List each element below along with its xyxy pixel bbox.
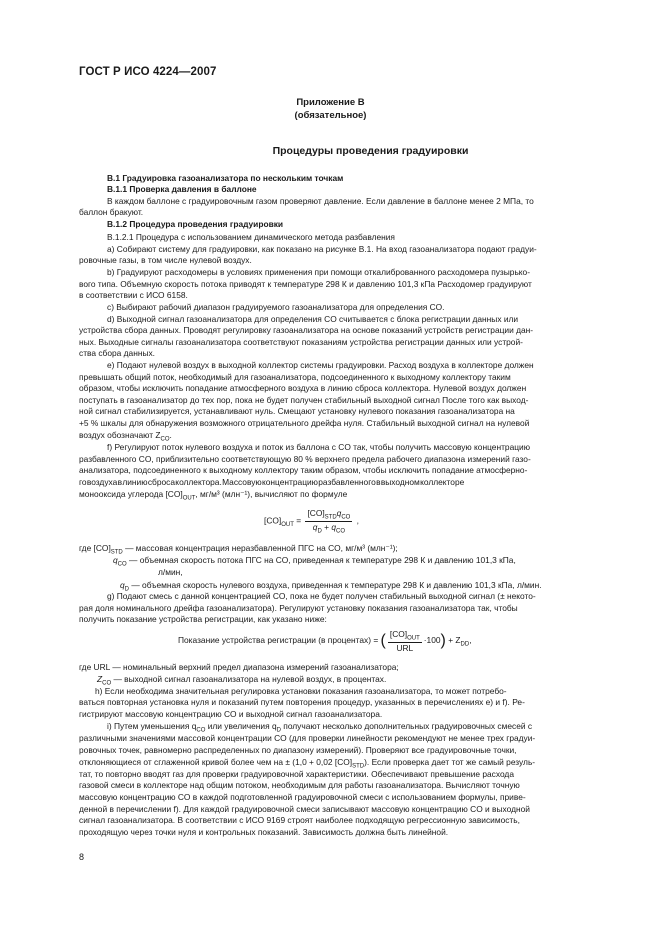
text-line: $q_D$ — объемная скорость нулевого воздуха, приведенная к температуре 298 К и давлению 101,3 кПа, л/мин.	[120, 580, 542, 593]
text-line: различными значениями массовой концентрации CO (для проверки линейности рекомендуют не менее трех градуи-	[79, 733, 536, 743]
text-line: гистрируют массовую концентрацию CO и выходной сигнал газоанализатора.	[79, 709, 383, 719]
text-line: проходящую через точки нуля и контрольных показаний. Зависимость должна быть линейной.	[79, 827, 449, 837]
text-line: В каждом баллоне с градуировочным газом проверяют давление. Если давление в баллоне менее 2 МПа, то	[107, 196, 534, 206]
heading-b1: В.1 Градуировка газоанализатора по нескольким точкам	[107, 173, 344, 183]
text-line: $q_{CO}$ — объемная скорость потока ПГС на CO, приведенная к температуре 298 К и давлению 101,3 кПа,	[113, 555, 516, 568]
section-title: Процедуры проведения градуировки	[272, 145, 469, 157]
text-line: анализатора, подсоединенного к выходному коллектору таким образом, чтобы исключить попадание атмосферно-	[79, 465, 528, 475]
text-line: отклоняющиеся от сглаженной кривой более чем на ± (1,0 + 0,02 $[CO]_{STD}$). Если проверка дает тот же самый резуль-	[79, 757, 536, 770]
text-line: ной сигнал стабилизируется, устанавливают нуль. Смещают установку нулевого показания газоанализатора на	[79, 406, 515, 416]
text-line: рая доля номинального дрейфа газоанализатора). Регулируют установку показания газоанализатора так, чтобы	[79, 603, 518, 613]
text-line: h) Если необходима значительная регулировка установки показания газоанализатора, то может потребо-	[95, 686, 507, 696]
formula-reading: Показание устройства регистрации (в процентах) = ( $\frac{[CO]_{OUT}}{\text{URL}}$ $\cdot 100) + Z_{DD}$,	[178, 629, 472, 653]
page-number: 8	[79, 852, 85, 862]
text-line: а) Собирают систему для градуировки, как показано на рисунке В.1. На вход газоанализатора подают градуи-	[107, 244, 537, 254]
text-line: вого типа. Объемную скорость потока приводят к температуре 298 К и давлению 101,3 кПа Расходомер градуируют	[79, 279, 532, 289]
text-line: баллон бракуют.	[79, 207, 144, 217]
text-line: разбавленного CO, приблизительно соответствующую 80 % верхнего предела рабочего диапазона измерений газо-	[79, 454, 531, 464]
text-line: поступать в газоанализатор до тех пор, пока не будет получен стабильный выходной сигнал После того как выход-	[79, 395, 529, 405]
appendix-status: (обязательное)	[294, 110, 367, 121]
text-line: денной в перечислении f). Для каждой градуировочной смеси записывают массовую концентрацию CO и выходной	[79, 804, 530, 814]
text-line: ства сбора данных.	[79, 348, 155, 358]
document-header: ГОСТ Р ИСО 4224—2007	[79, 66, 217, 78]
text-line: получить показание устройства регистрации, как указано ниже:	[79, 614, 327, 624]
fraction: $\frac{[CO]_{OUT}}{\text{URL}}$	[389, 629, 420, 653]
text-line: превышать общий поток, необходимый для газоанализатора, подсоединенного к выходному коллектору таким	[79, 372, 511, 382]
text-line: образом, чтобы исключить попадание атмосферного воздуха в линию сброса коллектора. Нулевой воздух должен	[79, 383, 527, 393]
text-line: В.1.2.1 Процедура с использованием динамического метода разбавления	[107, 232, 395, 242]
text-line: ровочных точек, равномерно распределенных по диапазону измерений). Проверяют все градуировочные точки,	[79, 745, 517, 755]
text-line: воздух обозначают $Z_{CO}$.	[79, 430, 172, 443]
text-line: d) Выходной сигнал газоанализатора для определения CO считывается с блока регистрации данных или	[107, 314, 519, 324]
text-line: в соответствии с ИСО 6158.	[79, 290, 188, 300]
text-line: i) Путем уменьшения $q_{CO}$ или увеличения $q_D$ получают несколько дополнительных градуировочных смесей с	[107, 721, 533, 734]
text-line: c) Выбирают рабочий диапазон градуируемого газоанализатора для определения CO.	[107, 302, 445, 312]
text-line: ровочные газы, в том числе нулевой воздух.	[79, 255, 252, 265]
text-line: е) Подают нулевой воздух в выходной коллектор системы градуировки. Расход воздуха в коллекторе должен	[107, 360, 534, 370]
text-line: массовую концентрацию CO в каждой подготовленной градуировочной смеси с использованием формулы, приве-	[79, 792, 526, 802]
text-line: b) Градуируют расходомеры в условиях применения при помощи откалиброванного расходомера пузырько-	[107, 267, 531, 277]
text-line: $Z_{CO}$ — выходной сигнал газоанализатора на нулевой воздух, в процентах.	[97, 674, 387, 687]
text-line: л/мин,	[158, 567, 183, 577]
text-line: ваться повторная установка нуля и показаний путем повторения процедур, указанных в перечислениях е) и f). Ре-	[79, 697, 525, 707]
heading-b12: В.1.2 Процедура проведения градуировки	[107, 219, 284, 229]
text-line: газовой смеси в коллекторе над общим потоком, необходимым для работы газоанализатора. Вычисляют точную	[79, 780, 520, 790]
text-line: устройства сбора данных. Проводят регулировку газоанализатора на основе показаний устройств регистрации дан-	[79, 325, 534, 335]
text-line: монооксида углерода $[CO]_{OUT}$, мг/м³ (млн⁻¹), вычисляют по формуле	[79, 489, 348, 502]
text-line: +5 % шкалы для обнаружения возможного отрицательного дрейфа нуля. Стабильный выходной сигнал на нулевой	[79, 418, 530, 428]
heading-b11: В.1.1 Проверка давления в баллоне	[107, 184, 257, 194]
text-line: g) Подают смесь с данной концентрацией CO, пока не будет получен стабильный выходной сигнал (± некото-	[107, 591, 536, 601]
text-line: где $[CO]_{STD}$ — массовая концентрация неразбавленной ПГС на CO, мг/м³ (млн⁻¹);	[79, 543, 398, 556]
text-line: тат, то повторно вводят газ для проверки градуировочной характеристики. Обеспечивают превышение расхода	[79, 769, 514, 779]
text-line: где URL — номинальный верхний предел диапазона измерений газоанализатора;	[79, 662, 399, 672]
fraction: $\frac{[CO]_{STD}q_{CO}}{q_D + q_{CO}}$	[307, 508, 351, 535]
formula-concentration: $[CO]_{OUT}$ = $\frac{[CO]_{STD}q_{CO}}{q_D + q_{CO}}$ ,	[264, 508, 359, 535]
text-line: го воздуха в линию сброса коллектора. Массовую концентрацию разбавленного в выходном коллекторе	[79, 477, 465, 487]
text-line: сигнал газоанализатора. В соответствии с ИСО 9169 строят наиболее подходящую регрессионную зависимость,	[79, 815, 520, 825]
appendix-title: Приложение В	[296, 97, 365, 108]
text-line: f) Регулируют поток нулевого воздуха и поток из баллона с CO так, чтобы получить массовую концентрацию	[107, 442, 530, 452]
text-line: ных. Выходные сигналы газоанализатора соответствуют показаниям устройства регистрации данных или устрой-	[79, 337, 523, 347]
